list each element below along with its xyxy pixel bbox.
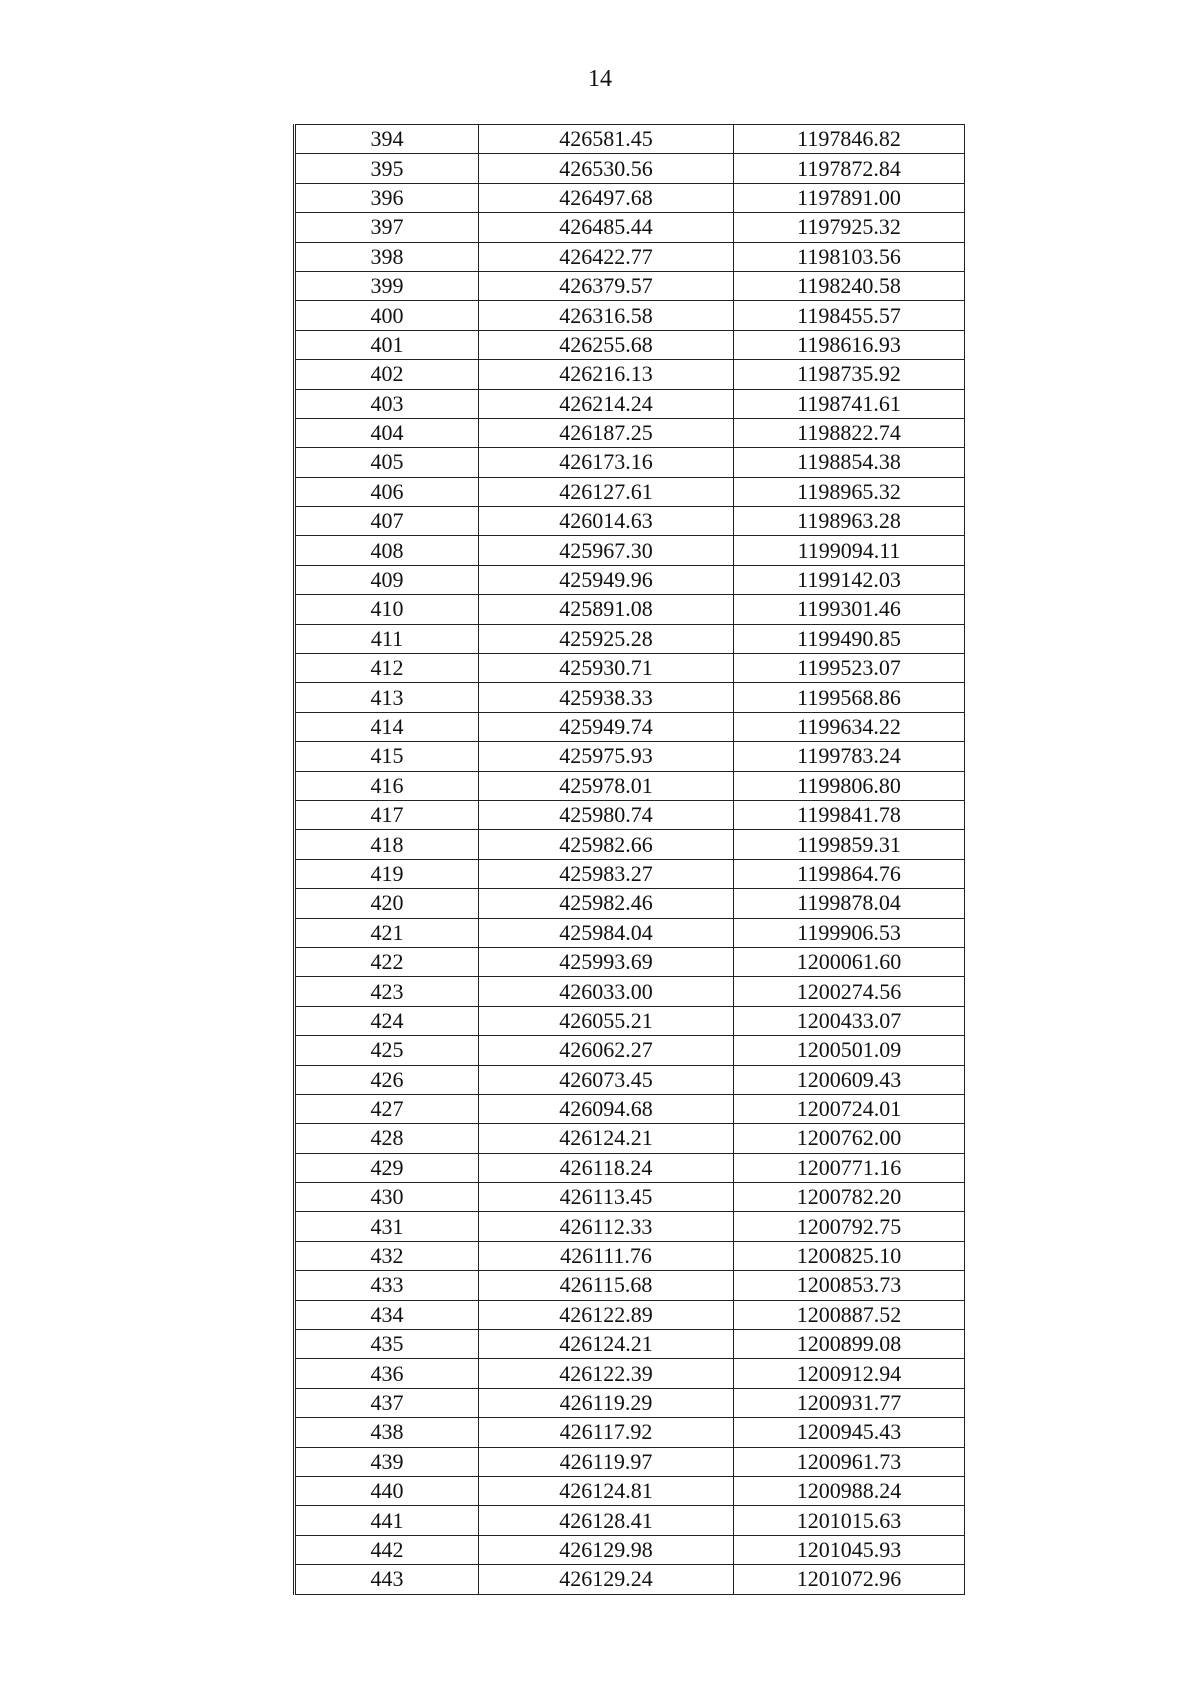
point-number-cell: 413 — [295, 683, 479, 712]
table-row — [295, 1124, 965, 1153]
y-coordinate-cell: 1200762.00 — [734, 1124, 965, 1153]
y-coordinate-cell: 1199783.24 — [734, 742, 965, 771]
x-coordinate-cell: 426112.33 — [479, 1212, 734, 1241]
x-coordinate-cell: 426124.21 — [479, 1330, 734, 1359]
x-coordinate-cell: 425891.08 — [479, 595, 734, 624]
table-row — [295, 1271, 965, 1300]
table-row — [295, 830, 965, 859]
table-row — [295, 477, 965, 506]
y-coordinate-cell: 1199142.03 — [734, 565, 965, 594]
y-coordinate-cell: 1200853.73 — [734, 1271, 965, 1300]
x-coordinate-cell: 425949.96 — [479, 565, 734, 594]
point-number-cell: 431 — [295, 1212, 479, 1241]
point-number-cell: 396 — [295, 183, 479, 212]
point-number-cell: 436 — [295, 1359, 479, 1388]
table-row — [295, 654, 965, 683]
y-coordinate-cell: 1198735.92 — [734, 360, 965, 389]
point-number-cell: 442 — [295, 1535, 479, 1564]
y-coordinate-cell: 1201015.63 — [734, 1506, 965, 1535]
point-number-cell: 394 — [295, 125, 479, 154]
x-coordinate-cell: 425984.04 — [479, 918, 734, 947]
point-number-cell: 441 — [295, 1506, 479, 1535]
table-row — [295, 712, 965, 741]
x-coordinate-cell: 426129.24 — [479, 1565, 734, 1594]
y-coordinate-cell: 1200061.60 — [734, 947, 965, 976]
table-row — [295, 1418, 965, 1447]
table-row — [295, 1447, 965, 1476]
y-coordinate-cell: 1199841.78 — [734, 800, 965, 829]
table-row — [295, 947, 965, 976]
y-coordinate-cell: 1199634.22 — [734, 712, 965, 741]
x-coordinate-cell: 426485.44 — [479, 213, 734, 242]
page-number: 14 — [588, 66, 612, 92]
table-row — [295, 771, 965, 800]
point-number-cell: 429 — [295, 1153, 479, 1182]
table-row — [295, 448, 965, 477]
x-coordinate-cell: 426122.89 — [479, 1300, 734, 1329]
point-number-cell: 408 — [295, 536, 479, 565]
y-coordinate-cell: 1199859.31 — [734, 830, 965, 859]
point-number-cell: 414 — [295, 712, 479, 741]
x-coordinate-cell: 426216.13 — [479, 360, 734, 389]
x-coordinate-cell: 425980.74 — [479, 800, 734, 829]
table-row — [295, 1094, 965, 1123]
y-coordinate-cell: 1197891.00 — [734, 183, 965, 212]
y-coordinate-cell: 1200433.07 — [734, 1006, 965, 1035]
x-coordinate-cell: 426124.81 — [479, 1476, 734, 1505]
y-coordinate-cell: 1200792.75 — [734, 1212, 965, 1241]
point-number-cell: 438 — [295, 1418, 479, 1447]
y-coordinate-cell: 1198963.28 — [734, 507, 965, 536]
point-number-cell: 427 — [295, 1094, 479, 1123]
x-coordinate-cell: 425975.93 — [479, 742, 734, 771]
x-coordinate-cell: 426117.92 — [479, 1418, 734, 1447]
table-row — [295, 595, 965, 624]
point-number-cell: 404 — [295, 418, 479, 447]
y-coordinate-cell: 1200609.43 — [734, 1065, 965, 1094]
table-row — [295, 360, 965, 389]
point-number-cell: 423 — [295, 977, 479, 1006]
point-number-cell: 437 — [295, 1388, 479, 1417]
table-row — [295, 1153, 965, 1182]
point-number-cell: 432 — [295, 1241, 479, 1270]
table-row — [295, 1183, 965, 1212]
table-row — [295, 1535, 965, 1564]
x-coordinate-cell: 426379.57 — [479, 271, 734, 300]
y-coordinate-cell: 1199906.53 — [734, 918, 965, 947]
x-coordinate-cell: 426173.16 — [479, 448, 734, 477]
table-row — [295, 565, 965, 594]
y-coordinate-cell: 1201045.93 — [734, 1535, 965, 1564]
x-coordinate-cell: 426033.00 — [479, 977, 734, 1006]
point-number-cell: 433 — [295, 1271, 479, 1300]
table-row — [295, 1506, 965, 1535]
point-number-cell: 410 — [295, 595, 479, 624]
y-coordinate-cell: 1199864.76 — [734, 859, 965, 888]
table-row — [295, 271, 965, 300]
point-number-cell: 409 — [295, 565, 479, 594]
table-row — [295, 800, 965, 829]
x-coordinate-cell: 426113.45 — [479, 1183, 734, 1212]
coordinates-table — [293, 124, 965, 1595]
x-coordinate-cell: 425938.33 — [479, 683, 734, 712]
x-coordinate-cell: 426115.68 — [479, 1271, 734, 1300]
table-row — [295, 242, 965, 271]
x-coordinate-cell: 426530.56 — [479, 154, 734, 183]
y-coordinate-cell: 1199806.80 — [734, 771, 965, 800]
x-coordinate-cell: 426014.63 — [479, 507, 734, 536]
point-number-cell: 401 — [295, 330, 479, 359]
table-row — [295, 418, 965, 447]
point-number-cell: 398 — [295, 242, 479, 271]
x-coordinate-cell: 425925.28 — [479, 624, 734, 653]
y-coordinate-cell: 1198822.74 — [734, 418, 965, 447]
table-row — [295, 1241, 965, 1270]
table-row — [295, 154, 965, 183]
y-coordinate-cell: 1198741.61 — [734, 389, 965, 418]
y-coordinate-cell: 1200274.56 — [734, 977, 965, 1006]
y-coordinate-cell: 1200825.10 — [734, 1241, 965, 1270]
table-row — [295, 683, 965, 712]
y-coordinate-cell: 1198965.32 — [734, 477, 965, 506]
table-row — [295, 1359, 965, 1388]
table-row — [295, 1212, 965, 1241]
point-number-cell: 412 — [295, 654, 479, 683]
point-number-cell: 411 — [295, 624, 479, 653]
point-number-cell: 415 — [295, 742, 479, 771]
x-coordinate-cell: 426119.97 — [479, 1447, 734, 1476]
point-number-cell: 403 — [295, 389, 479, 418]
x-coordinate-cell: 426111.76 — [479, 1241, 734, 1270]
table-row — [295, 1006, 965, 1035]
point-number-cell: 406 — [295, 477, 479, 506]
x-coordinate-cell: 426128.41 — [479, 1506, 734, 1535]
y-coordinate-cell: 1198854.38 — [734, 448, 965, 477]
x-coordinate-cell: 426129.98 — [479, 1535, 734, 1564]
point-number-cell: 405 — [295, 448, 479, 477]
point-number-cell: 426 — [295, 1065, 479, 1094]
x-coordinate-cell: 425982.66 — [479, 830, 734, 859]
y-coordinate-cell: 1199490.85 — [734, 624, 965, 653]
x-coordinate-cell: 426094.68 — [479, 1094, 734, 1123]
y-coordinate-cell: 1200887.52 — [734, 1300, 965, 1329]
point-number-cell: 397 — [295, 213, 479, 242]
y-coordinate-cell: 1200988.24 — [734, 1476, 965, 1505]
y-coordinate-cell: 1200945.43 — [734, 1418, 965, 1447]
table-row — [295, 1476, 965, 1505]
y-coordinate-cell: 1198103.56 — [734, 242, 965, 271]
point-number-cell: 430 — [295, 1183, 479, 1212]
table-body — [295, 125, 965, 1595]
y-coordinate-cell: 1200961.73 — [734, 1447, 965, 1476]
x-coordinate-cell: 426118.24 — [479, 1153, 734, 1182]
table-row — [295, 624, 965, 653]
x-coordinate-cell: 426055.21 — [479, 1006, 734, 1035]
y-coordinate-cell: 1197925.32 — [734, 213, 965, 242]
x-coordinate-cell: 426127.61 — [479, 477, 734, 506]
x-coordinate-cell: 425930.71 — [479, 654, 734, 683]
point-number-cell: 416 — [295, 771, 479, 800]
table-row — [295, 918, 965, 947]
x-coordinate-cell: 426581.45 — [479, 125, 734, 154]
x-coordinate-cell: 425993.69 — [479, 947, 734, 976]
point-number-cell: 439 — [295, 1447, 479, 1476]
y-coordinate-cell: 1201072.96 — [734, 1565, 965, 1594]
point-number-cell: 400 — [295, 301, 479, 330]
point-number-cell: 443 — [295, 1565, 479, 1594]
x-coordinate-cell: 426062.27 — [479, 1036, 734, 1065]
table-row — [295, 213, 965, 242]
y-coordinate-cell: 1200899.08 — [734, 1330, 965, 1359]
table-row — [295, 1388, 965, 1417]
y-coordinate-cell: 1198240.58 — [734, 271, 965, 300]
x-coordinate-cell: 426073.45 — [479, 1065, 734, 1094]
point-number-cell: 425 — [295, 1036, 479, 1065]
point-number-cell: 440 — [295, 1476, 479, 1505]
point-number-cell: 418 — [295, 830, 479, 859]
point-number-cell: 419 — [295, 859, 479, 888]
point-number-cell: 424 — [295, 1006, 479, 1035]
x-coordinate-cell: 425978.01 — [479, 771, 734, 800]
x-coordinate-cell: 426119.29 — [479, 1388, 734, 1417]
x-coordinate-cell: 425967.30 — [479, 536, 734, 565]
y-coordinate-cell: 1199523.07 — [734, 654, 965, 683]
x-coordinate-cell: 425949.74 — [479, 712, 734, 741]
x-coordinate-cell: 425982.46 — [479, 889, 734, 918]
y-coordinate-cell: 1197846.82 — [734, 125, 965, 154]
point-number-cell: 421 — [295, 918, 479, 947]
table-row — [295, 389, 965, 418]
point-number-cell: 402 — [295, 360, 479, 389]
y-coordinate-cell: 1199878.04 — [734, 889, 965, 918]
y-coordinate-cell: 1199301.46 — [734, 595, 965, 624]
table-row — [295, 1036, 965, 1065]
table-row — [295, 183, 965, 212]
y-coordinate-cell: 1197872.84 — [734, 154, 965, 183]
x-coordinate-cell: 426124.21 — [479, 1124, 734, 1153]
x-coordinate-cell: 426187.25 — [479, 418, 734, 447]
table-row — [295, 125, 965, 154]
y-coordinate-cell: 1200724.01 — [734, 1094, 965, 1123]
point-number-cell: 395 — [295, 154, 479, 183]
x-coordinate-cell: 426497.68 — [479, 183, 734, 212]
y-coordinate-cell: 1200782.20 — [734, 1183, 965, 1212]
table-row — [295, 507, 965, 536]
point-number-cell: 420 — [295, 889, 479, 918]
table-row — [295, 889, 965, 918]
point-number-cell: 434 — [295, 1300, 479, 1329]
y-coordinate-cell: 1200912.94 — [734, 1359, 965, 1388]
table-row — [295, 1330, 965, 1359]
x-coordinate-cell: 426422.77 — [479, 242, 734, 271]
table-row — [295, 536, 965, 565]
point-number-cell: 422 — [295, 947, 479, 976]
y-coordinate-cell: 1200771.16 — [734, 1153, 965, 1182]
point-number-cell: 428 — [295, 1124, 479, 1153]
table-row — [295, 859, 965, 888]
point-number-cell: 399 — [295, 271, 479, 300]
table-row — [295, 301, 965, 330]
point-number-cell: 407 — [295, 507, 479, 536]
x-coordinate-cell: 426214.24 — [479, 389, 734, 418]
y-coordinate-cell: 1198455.57 — [734, 301, 965, 330]
y-coordinate-cell: 1200501.09 — [734, 1036, 965, 1065]
y-coordinate-cell: 1199094.11 — [734, 536, 965, 565]
table-row — [295, 1565, 965, 1594]
point-number-cell: 417 — [295, 800, 479, 829]
x-coordinate-cell: 426316.58 — [479, 301, 734, 330]
table-row — [295, 977, 965, 1006]
x-coordinate-cell: 426255.68 — [479, 330, 734, 359]
x-coordinate-cell: 426122.39 — [479, 1359, 734, 1388]
table-row — [295, 1300, 965, 1329]
y-coordinate-cell: 1198616.93 — [734, 330, 965, 359]
x-coordinate-cell: 425983.27 — [479, 859, 734, 888]
table-row — [295, 1065, 965, 1094]
table-row — [295, 742, 965, 771]
y-coordinate-cell: 1200931.77 — [734, 1388, 965, 1417]
table-row — [295, 330, 965, 359]
point-number-cell: 435 — [295, 1330, 479, 1359]
y-coordinate-cell: 1199568.86 — [734, 683, 965, 712]
